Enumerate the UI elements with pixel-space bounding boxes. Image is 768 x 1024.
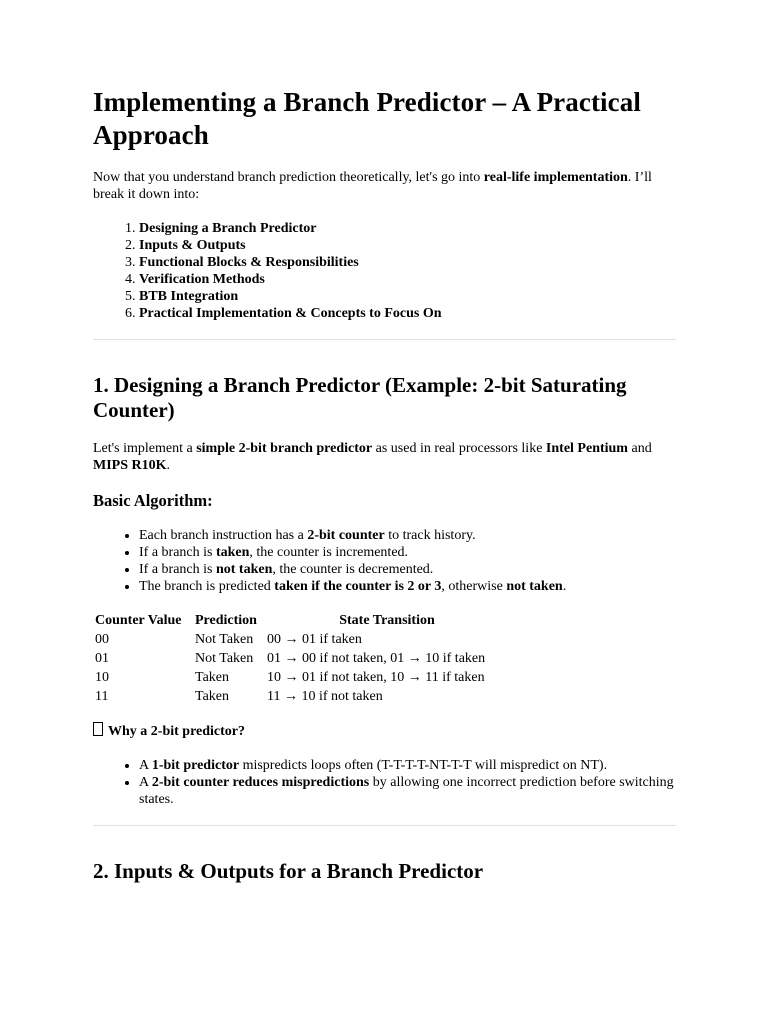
page-title: Implementing a Branch Predictor – A Practical Approach	[93, 87, 641, 150]
list-item: • A 1-bit predictor mispredicts loops often (T-T-T-T-NT-T-T will mispredict on NT).	[139, 757, 676, 774]
table-row: 11 Taken 11 → 10 if not taken	[95, 689, 383, 704]
table-header-cell: Prediction	[195, 613, 257, 628]
intro-paragraph	[93, 169, 676, 203]
section-divider	[93, 825, 676, 826]
toc-item: 5. BTB Integration	[139, 288, 676, 305]
state-transition-table	[93, 612, 509, 706]
intro-bold-1: real-life implementation	[483, 170, 628, 185]
intro-text-2: . I’ll break it down into:	[93, 170, 652, 202]
list-item: • Each branch instruction has a 2-bit counter to track history.	[139, 527, 676, 544]
section-1-heading: 1. Designing a Branch Predictor (Example: 2-bit Saturating Counter)	[93, 373, 627, 422]
document-content	[93, 86, 676, 884]
list-item: • A 2-bit counter reduces mispredictions by allowing one incorrect prediction before switching states.	[139, 774, 676, 808]
table-row: 00 Not Taken 00 → 01 if taken	[95, 632, 362, 647]
list-item: • The branch is predicted taken if the counter is 2 or 3, otherwise not taken.	[139, 578, 676, 595]
section-2-heading: 2. Inputs & Outputs for a Branch Predictor	[93, 859, 484, 883]
toc-list	[93, 220, 676, 322]
toc-item: 4. Verification Methods	[139, 271, 676, 288]
table-header-cell: State Transition	[339, 613, 435, 628]
list-item: • If a branch is not taken, the counter is decremented.	[139, 561, 676, 578]
section-1-lead: Let's implement a simple 2-bit branch predictor as used in real processors like Intel Pentium and MIPS R10K.	[93, 441, 652, 473]
intro-text-1: Now that you understand branch prediction theoretically, let's go into	[93, 170, 484, 185]
algorithm-list	[93, 527, 676, 595]
table-row: 01 Not Taken 01 → 00 if not taken, 01 → 10 if taken	[95, 651, 486, 666]
toc-item: 6. Practical Implementation & Concepts to Focus On	[139, 305, 676, 322]
toc-item: 2. Inputs & Outputs	[139, 237, 676, 254]
table-header-row	[93, 612, 509, 630]
toc-item: 1. Designing a Branch Predictor	[139, 220, 676, 237]
toc-item: 3. Functional Blocks & Responsibilities	[139, 254, 676, 271]
section-divider	[93, 339, 676, 340]
missing-glyph-box-icon	[93, 722, 103, 736]
list-item: • If a branch is taken, the counter is incremented.	[139, 544, 676, 561]
table-header-cell: Counter Value	[95, 613, 182, 628]
why-heading: Why a 2-bit predictor?	[93, 722, 676, 740]
algorithm-heading: Basic Algorithm:	[93, 491, 213, 510]
why-list	[93, 757, 676, 808]
table-row: 10 Taken 10 → 01 if not taken, 10 → 11 if taken	[95, 670, 485, 685]
